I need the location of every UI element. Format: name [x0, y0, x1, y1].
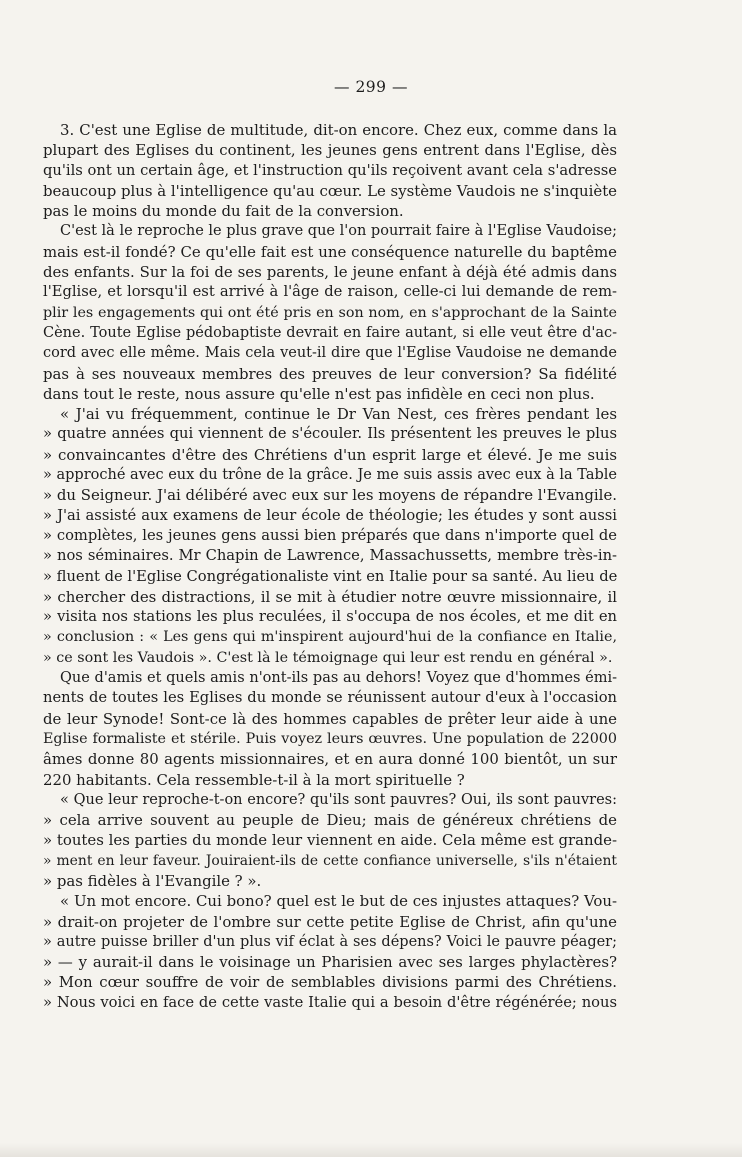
text-line: C'est là le reproche le plus grave que l'on pourrait faire à l'Eglise Vaudoise;: [60, 223, 617, 240]
text-line: des enfants. Sur la foi de ses parents, le jeune enfant à déjà été admis dans: [43, 263, 617, 282]
text-line: Cène. Toute Eglise pédobaptiste devrait en faire autant, si elle veut être d'ac-: [43, 324, 617, 341]
text-line: âmes donne 80 agents missionnaires, et en aura donné 100 bientôt, un sur: [43, 750, 617, 769]
text-line: » Nous voici en face de cette vaste Italie qui a besoin d'être régénérée; nous: [43, 993, 617, 1011]
text-line: » drait-on projeter de l'ombre sur cette petite Eglise de Christ, afin qu'une: [43, 912, 617, 931]
text-line: » — y aurait-il dans le voisinage un Pharisien avec ses larges phylactères?: [43, 953, 617, 972]
text-line: » chercher des distractions, il se mit à étudier notre œuvre missionnaire, il: [43, 587, 617, 606]
text-line: cord avec elle même. Mais cela veut-il dire que l'Eglise Vaudoise ne demande: [43, 345, 617, 362]
text-line: » Mon cœur souffre de voir de semblables divisions parmi des Chrétiens.: [43, 973, 617, 992]
text-line: » complètes, les jeunes gens aussi bien préparés que dans n'importe quel de: [43, 526, 617, 544]
text-line: 3. C'est une Eglise de multitude, dit-on encore. Chez eux, comme dans la: [60, 121, 617, 139]
text-line: « Que leur reproche-t-on encore? qu'ils sont pauvres? Oui, ils sont pauvres:: [60, 791, 617, 808]
text-line: qu'ils ont un certain âge, et l'instruction qu'ils reçoivent avant cela s'adresse: [43, 161, 617, 179]
text-line: » quatre années qui viennent de s'écouler. Ils présentent les preuves le plus: [43, 425, 617, 443]
text-line: » toutes les parties du monde leur viennent en aide. Cela même est grande-: [43, 831, 617, 850]
text-line: » nos séminaires. Mr Chapin de Lawrence, Massachussetts, membre très-in-: [43, 547, 617, 565]
text-line: » approché avec eux du trône de la grâce. Je me suis assis avec eux à la Table: [43, 467, 617, 484]
text-line: dans tout le reste, nous assure qu'elle n'est pas infidèle en ceci non plus.: [43, 384, 595, 403]
text-line: » ce sont les Vaudois ». C'est là le témoignage qui leur est rendu en général ».: [43, 649, 613, 666]
text-line: Eglise formaliste et stérile. Puis voyez leurs œuvres. Une population de 22000: [43, 730, 617, 747]
text-line: » ment en leur faveur. Jouiraient-ils de cette confiance universelle, s'ils n'étaient: [43, 852, 617, 869]
body-text: [43, 120, 617, 1013]
text-line: » pas fidèles à l'Evangile ? ».: [43, 871, 262, 890]
text-line: pas à ses nouveaux membres des preuves de leur conversion? Sa fidélité: [43, 364, 617, 383]
text-line: » convaincantes d'être des Chrétiens d'un esprit large et élevé. Je me suis: [43, 445, 617, 464]
text-line: » du Seigneur. J'ai délibéré avec eux sur les moyens de répandre l'Evangile.: [43, 486, 617, 505]
text-line: pas le moins du monde du fait de la conversion.: [43, 202, 404, 221]
text-line: nents de toutes les Eglises du monde se réunissent autour d'eux à l'occasion: [43, 689, 617, 707]
text-line: mais est-il fondé? Ce qu'elle fait est une conséquence naturelle du baptême: [43, 242, 617, 261]
text-line: » visita nos stations les plus reculées, il s'occupa de nos écoles, et me dit en: [43, 608, 617, 626]
text-line: « Un mot encore. Cui bono? quel est le but de ces injustes attaques? Vou-: [60, 892, 617, 911]
text-line: plupart des Eglises du continent, les jeunes gens entrent dans l'Eglise, dès: [43, 141, 617, 160]
text-line: Que d'amis et quels amis n'ont-ils pas au dehors! Voyez que d'hommes émi-: [60, 670, 617, 687]
text-line: « J'ai vu fréquemment, continue le Dr Van Nest, ces frères pendant les: [60, 405, 617, 424]
text-line: » J'ai assisté aux examens de leur école de théologie; les études y sont aussi: [43, 506, 617, 524]
page-number: — 299 —: [334, 78, 408, 96]
text-line: » autre puisse briller d'un plus vif éclat à ses dépens? Voici le pauvre péager;: [43, 933, 617, 950]
text-line: plir les engagements qui ont été pris en son nom, en s'approchant de la Sainte: [43, 304, 617, 321]
text-line: » fluent de l'Eglise Congrégationaliste vint en Italie pour sa santé. Au lieu de: [43, 567, 617, 585]
text-line: l'Eglise, et lorsqu'il est arrivé à l'âge de raison, celle-ci lui demande de rem-: [43, 283, 617, 301]
text-line: de leur Synode! Sont-ce là des hommes capables de prêter leur aide à une: [43, 709, 617, 728]
text-line: » conclusion : « Les gens qui m'inspirent aujourd'hui de la confiance en Italie,: [43, 629, 617, 646]
text-line: 220 habitants. Cela ressemble-t-il à la mort spirituelle ?: [43, 770, 465, 789]
text-line: » cela arrive souvent au peuple de Dieu; mais de généreux chrétiens de: [43, 811, 617, 830]
text-line: beaucoup plus à l'intelligence qu'au cœur. Le système Vaudois ne s'inquiète: [43, 181, 617, 200]
page-edge-shadow: [0, 1143, 742, 1157]
